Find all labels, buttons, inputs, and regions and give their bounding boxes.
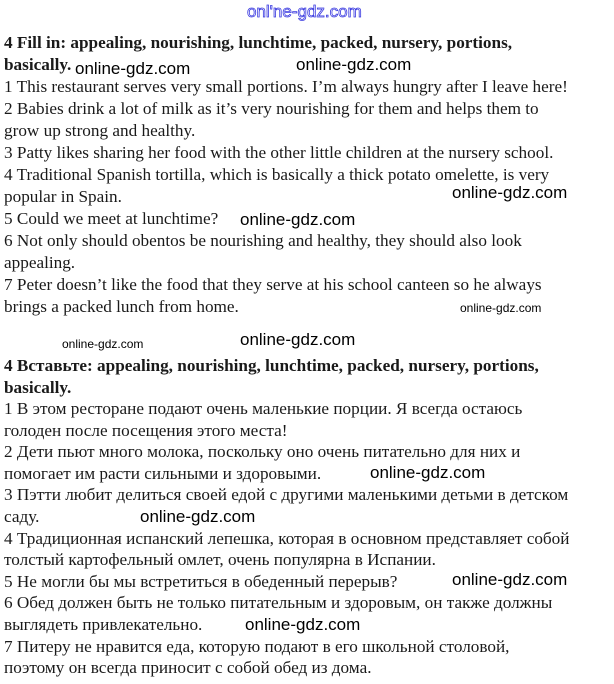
english-title-cont: basically.: [4, 55, 72, 74]
english-line: appealing.: [4, 253, 76, 272]
english-line: brings a packed lunch from home.: [4, 297, 239, 316]
watermark: online-gdz.com: [140, 507, 256, 526]
english-line: 3 Patty likes sharing her food with the other little children at the nursery school.: [4, 143, 554, 162]
english-line: 7 Peter doesn’t like the food that they serve at his school canteen so he always: [4, 275, 542, 294]
russian-title-cont: basically.: [4, 378, 72, 397]
english-line: grow up strong and healthy.: [4, 121, 196, 140]
watermark-top: onl'ne-gdz.com: [247, 2, 362, 21]
russian-line: голоден после посещения этого места!: [4, 421, 288, 440]
russian-line: саду.: [4, 507, 40, 526]
watermark: online-gdz.com: [245, 615, 361, 634]
english-line: 4 Traditional Spanish tortilla, which is basically a thick potato omelette, is very: [4, 165, 550, 184]
watermark: online-gdz.com: [452, 570, 568, 589]
russian-line: поэтому он всегда приносит с собой обед из дома.: [4, 658, 372, 677]
russian-line: 1 В этом ресторане подают очень маленькие порции. Я всегда остаюсь: [4, 399, 523, 418]
watermark: online-gdz.com: [296, 55, 412, 74]
russian-line: 2 Дети пьют много молока, поскольку оно очень питательно для них и: [4, 442, 521, 461]
russian-line: 7 Питеру не нравится еда, которую подают в его школьной столовой,: [4, 637, 510, 656]
english-title: 4 Fill in: appealing, nourishing, lunchtime, packed, nursery, portions,: [4, 33, 513, 52]
russian-line: выглядеть привлекательно.: [4, 615, 203, 634]
english-line: 6 Not only should obentos be nourishing and healthy, they should also look: [4, 231, 522, 250]
russian-line: 4 Традиционная испанский лепешка, которая в основном представляет собой: [4, 529, 570, 548]
russian-line: помогает им расти сильными и здоровыми.: [4, 464, 322, 483]
watermark: online-gdz.com: [240, 330, 356, 349]
russian-title: 4 Вставьте: appealing, nourishing, lunchtime, packed, nursery, portions,: [4, 356, 539, 375]
russian-line: 5 Не могли бы мы встретиться в обеденный перерыв?: [4, 572, 398, 591]
english-line: 2 Babies drink a lot of milk as it’s very nourishing for them and helps them to: [4, 99, 539, 118]
english-line: 5 Could we meet at lunchtime?: [4, 209, 219, 228]
watermark: online-gdz.com: [62, 337, 144, 351]
english-line: 1 This restaurant serves very small portions. I’m always hungry after I leave here!: [4, 77, 568, 96]
russian-line: 6 Обед должен быть не только питательным и здоровым, он также должны: [4, 593, 553, 612]
watermark: online-gdz.com: [75, 59, 191, 78]
watermark: online-gdz.com: [370, 463, 486, 482]
english-line: popular in Spain.: [4, 187, 122, 206]
watermark: online-gdz.com: [460, 301, 542, 315]
russian-line: 3 Пэтти любит делиться своей едой с другими маленькими детьми в детском: [4, 485, 569, 504]
watermark: online-gdz.com: [240, 210, 356, 229]
russian-line: толстый картофельный омлет, очень популярна в Испании.: [4, 550, 436, 569]
watermark: online-gdz.com: [452, 183, 568, 202]
